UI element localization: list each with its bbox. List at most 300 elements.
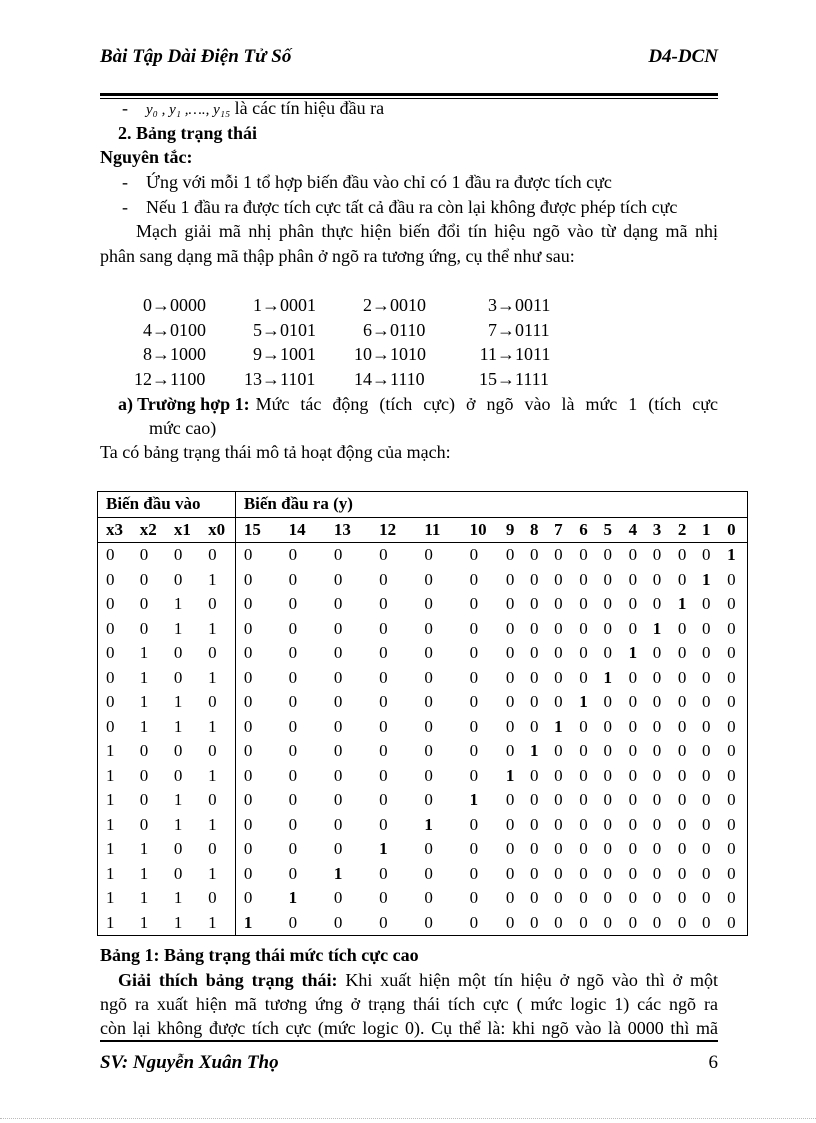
principle-text: Ứng với mỗi 1 tổ hợp biến đầu vào chỉ có 1 đầu ra được tích cực <box>146 172 612 192</box>
output-cell: 0 <box>628 814 638 834</box>
table-intro: Ta có bảng trạng thái mô tả hoạt động của mạch: <box>100 442 451 462</box>
mapping-entry <box>465 293 595 318</box>
output-cell: 0 <box>469 814 479 834</box>
input-cell: 0 <box>173 765 183 785</box>
page-number: 6 <box>708 1052 718 1073</box>
mapping-entry <box>465 367 595 392</box>
input-cell: 0 <box>106 692 115 712</box>
binary-code: →1011 <box>497 344 551 364</box>
output-cell: 0 <box>579 839 588 859</box>
output-cell: 1 <box>579 692 588 712</box>
output-cell: 1 <box>702 569 711 589</box>
input-column-header: x2 <box>132 517 166 543</box>
output-cell: 0 <box>727 692 736 712</box>
output-cell: 0 <box>505 790 515 810</box>
output-cell: 1 <box>333 863 343 883</box>
output-cell: 0 <box>424 716 433 736</box>
bullet-outputs <box>122 96 384 122</box>
output-cell: 0 <box>505 888 515 908</box>
output-cell: 0 <box>505 912 515 932</box>
decimal-value: 15 <box>479 368 497 389</box>
decimal-value: 1 <box>253 295 262 315</box>
input-cell: 1 <box>208 863 217 883</box>
output-cell: 0 <box>702 912 711 932</box>
output-cell: 0 <box>424 765 433 785</box>
output-cell: 0 <box>628 667 638 687</box>
output-cell: 0 <box>379 716 388 736</box>
input-cell: 1 <box>106 814 115 834</box>
output-cell: 0 <box>603 692 612 712</box>
table-row <box>98 666 748 691</box>
output-cell: 0 <box>603 741 612 761</box>
output-cell: 0 <box>530 545 539 565</box>
output-cell: 0 <box>727 716 736 736</box>
decimal-value: 0 <box>143 295 152 315</box>
input-cell: 1 <box>173 618 183 638</box>
output-cell: 0 <box>424 912 433 932</box>
output-cell: 0 <box>530 888 539 908</box>
output-cell: 0 <box>424 594 433 614</box>
output-cell: 0 <box>677 618 687 638</box>
output-cell: 0 <box>628 888 638 908</box>
author: SV: Nguyễn Xuân Thọ <box>100 1052 279 1073</box>
output-cell: 0 <box>702 643 711 663</box>
input-cell: 0 <box>173 643 183 663</box>
output-cell: 0 <box>652 545 662 565</box>
section-title: 2. Bảng trạng thái <box>118 123 258 143</box>
output-cell: 0 <box>530 618 539 638</box>
output-cell: 1 <box>235 911 280 936</box>
mapping-entry <box>340 367 465 392</box>
output-cell: 0 <box>379 643 388 663</box>
output-cell: 0 <box>652 888 662 908</box>
decimal-value: 12 <box>134 368 152 389</box>
binary-code: →1100 <box>152 368 206 389</box>
output-cell: 0 <box>702 692 711 712</box>
input-cell: 0 <box>208 545 217 565</box>
output-cell: 0 <box>677 643 687 663</box>
output-cell: 0 <box>702 863 711 883</box>
input-cell: 0 <box>139 545 149 565</box>
principle-item: - Ứng với mỗi 1 tổ hợp biến đầu vào chỉ có 1 đầu ra được tích cực <box>122 172 612 192</box>
output-cell: 0 <box>379 545 388 565</box>
input-cell: 0 <box>106 594 115 614</box>
output-cell: 0 <box>288 569 298 589</box>
output-cell: 0 <box>579 888 588 908</box>
bullet-text: là các tín hiệu đầu ra <box>234 98 385 118</box>
binary-code: →0011 <box>497 295 551 315</box>
output-cell: 0 <box>579 741 588 761</box>
output-column-header: 2 <box>674 517 698 543</box>
output-cell: 0 <box>652 765 662 785</box>
input-cell: 0 <box>173 569 183 589</box>
decimal-value: 11 <box>479 344 497 364</box>
output-cell: 0 <box>603 912 612 932</box>
output-cell: 0 <box>288 594 298 614</box>
principle-item: - Nếu 1 đầu ra được tích cực tất cả đầu ra còn lại không được phép tích cực <box>122 197 678 217</box>
output-cell: 0 <box>288 839 298 859</box>
output-cell: 0 <box>603 839 612 859</box>
output-cell: 0 <box>554 814 563 834</box>
output-cell: 0 <box>702 790 711 810</box>
output-cell: 0 <box>652 839 662 859</box>
explanation-text: Khi xuất hiện một tín hiệu ở ngõ vào thì ở một <box>345 970 718 990</box>
output-column-header: 15 <box>235 517 280 543</box>
principle-text: Nếu 1 đầu ra được tích cực tất cả đầu ra còn lại không được phép tích cực <box>146 197 678 217</box>
input-cell: 1 <box>106 888 115 908</box>
output-cell: 0 <box>288 765 298 785</box>
input-column-header: x3 <box>98 517 132 543</box>
decimal-value: 7 <box>488 319 497 340</box>
binary-code: →0101 <box>262 319 316 340</box>
input-cell: 1 <box>106 912 115 932</box>
output-cell: 0 <box>603 594 612 614</box>
output-cell: 0 <box>530 569 539 589</box>
output-cell: 0 <box>469 912 479 932</box>
input-cell: 0 <box>139 618 149 638</box>
output-column-header: 1 <box>698 517 723 543</box>
mapping-entry <box>340 342 465 367</box>
output-cell: 0 <box>288 741 298 761</box>
output-cell: 0 <box>530 912 539 932</box>
input-cell: 0 <box>208 888 217 908</box>
output-cell: 0 <box>677 839 687 859</box>
input-cell: 0 <box>139 741 149 761</box>
input-cell: 0 <box>106 569 115 589</box>
output-cell: 0 <box>628 912 638 932</box>
output-cell: 0 <box>333 716 343 736</box>
table-row <box>98 690 748 715</box>
output-cell: 0 <box>628 863 638 883</box>
output-cell: 0 <box>235 543 280 568</box>
output-cell: 0 <box>288 716 298 736</box>
binary-code: →0000 <box>152 295 206 315</box>
output-cell: 0 <box>579 790 588 810</box>
output-cell: 0 <box>469 888 479 908</box>
binary-code: →1000 <box>152 344 206 364</box>
input-cell: 1 <box>106 765 115 785</box>
output-cell: 0 <box>505 692 515 712</box>
output-cell: 0 <box>235 568 280 593</box>
table-row <box>98 813 748 838</box>
output-cell: 0 <box>554 839 563 859</box>
input-cell: 0 <box>208 839 217 859</box>
input-cell: 1 <box>106 839 115 859</box>
output-cell: 0 <box>727 790 736 810</box>
binary-code: →1001 <box>262 344 316 364</box>
output-cell: 0 <box>652 741 662 761</box>
output-cell: 0 <box>579 643 588 663</box>
output-cell: 0 <box>530 716 539 736</box>
output-column-header: 4 <box>625 517 649 543</box>
output-cell: 0 <box>727 667 736 687</box>
input-cell: 1 <box>208 765 217 785</box>
output-cell: 0 <box>379 594 388 614</box>
case-text: Mức tác động (tích cực) ở ngõ vào là mức 1 (tích cực <box>255 394 718 414</box>
input-cell: 0 <box>139 765 149 785</box>
output-cell: 0 <box>505 545 515 565</box>
output-cell: 0 <box>288 814 298 834</box>
table-row <box>98 788 748 813</box>
binary-code: →0111 <box>497 319 550 340</box>
output-cell: 0 <box>333 814 343 834</box>
output-cell: 0 <box>652 569 662 589</box>
explanation-label: Giải thích bảng trạng thái: <box>118 970 338 990</box>
input-cell: 1 <box>173 888 183 908</box>
output-cell: 0 <box>628 741 638 761</box>
output-cell: 0 <box>727 888 736 908</box>
output-cell: 0 <box>702 765 711 785</box>
output-column-header: 11 <box>416 517 461 543</box>
input-cell: 1 <box>139 863 149 883</box>
output-cell: 0 <box>652 692 662 712</box>
output-cell: 0 <box>424 618 433 638</box>
output-vars: y₀ , y₁ ,…., y₁₅ <box>146 102 231 118</box>
decimal-value: 8 <box>143 344 152 364</box>
decimal-value: 4 <box>143 319 152 340</box>
table-row <box>98 911 748 936</box>
decimal-value: 9 <box>253 344 262 364</box>
output-cell: 0 <box>235 739 280 764</box>
table-row <box>98 715 748 740</box>
mapping-entry <box>340 318 465 343</box>
output-cell: 0 <box>379 790 388 810</box>
output-cell: 0 <box>554 765 563 785</box>
output-cell: 0 <box>288 692 298 712</box>
output-cell: 0 <box>652 863 662 883</box>
output-cell: 0 <box>288 863 298 883</box>
output-cell: 0 <box>235 690 280 715</box>
output-cell: 0 <box>603 814 612 834</box>
input-column-header: x1 <box>166 517 200 543</box>
output-cell: 0 <box>505 643 515 663</box>
input-cell: 1 <box>139 692 149 712</box>
explanation-line: ngõ ra xuất hiện mã tương ứng ở trạng thái tích cực ( mức logic 1) các ngõ ra <box>100 994 718 1014</box>
output-cell: 0 <box>530 667 539 687</box>
output-cell: 0 <box>727 839 736 859</box>
input-cell: 1 <box>106 741 115 761</box>
output-column-header: 9 <box>502 517 526 543</box>
output-cell: 0 <box>505 716 515 736</box>
table-row <box>98 862 748 887</box>
output-cell: 0 <box>379 618 388 638</box>
output-cell: 0 <box>702 839 711 859</box>
output-cell: 0 <box>424 888 433 908</box>
output-cell: 0 <box>424 569 433 589</box>
output-cell: 0 <box>579 814 588 834</box>
output-cell: 0 <box>424 643 433 663</box>
output-cell: 0 <box>652 716 662 736</box>
decimal-value: 3 <box>488 295 497 315</box>
output-cell: 0 <box>727 912 736 932</box>
output-cell: 0 <box>333 692 343 712</box>
page-header <box>100 46 718 68</box>
output-cell: 0 <box>530 790 539 810</box>
explanation-line: còn lại không được tích cực (mức logic 0). Cụ thể là: khi ngõ vào là 0000 thì mã <box>100 1018 718 1038</box>
mapping-entry <box>230 293 340 318</box>
output-column-header: 7 <box>550 517 575 543</box>
mapping-entry <box>465 318 595 343</box>
output-cell: 0 <box>727 643 736 663</box>
truth-table <box>97 491 748 936</box>
output-cell: 0 <box>677 741 687 761</box>
table-row <box>98 764 748 789</box>
output-cell: 0 <box>603 716 612 736</box>
output-cell: 0 <box>333 618 343 638</box>
input-cell: 0 <box>139 569 149 589</box>
output-cell: 0 <box>235 837 280 862</box>
input-column-header: x0 <box>200 517 235 543</box>
table-row <box>98 739 748 764</box>
output-cell: 0 <box>379 692 388 712</box>
output-cell: 0 <box>235 666 280 691</box>
output-cell: 0 <box>677 888 687 908</box>
output-cell: 0 <box>677 667 687 687</box>
binary-code: →0010 <box>372 295 426 315</box>
output-cell: 0 <box>727 741 736 761</box>
mapping-entry <box>120 318 230 343</box>
output-cell: 0 <box>579 545 588 565</box>
input-cell: 1 <box>173 912 183 932</box>
output-cell: 1 <box>727 545 736 565</box>
mapping-entry <box>230 342 340 367</box>
output-cell: 0 <box>554 594 563 614</box>
output-cell: 0 <box>469 839 479 859</box>
output-cell: 0 <box>677 716 687 736</box>
output-cell: 0 <box>677 863 687 883</box>
output-cell: 0 <box>379 765 388 785</box>
output-cell: 0 <box>579 594 588 614</box>
mapping-entry <box>230 318 340 343</box>
inputs-group-header: Biến đầu vào <box>98 492 236 518</box>
output-cell: 0 <box>628 716 638 736</box>
output-cell: 0 <box>288 618 298 638</box>
output-cell: 0 <box>727 814 736 834</box>
output-cell: 0 <box>469 545 479 565</box>
input-cell: 1 <box>139 839 149 859</box>
input-cell: 1 <box>173 814 183 834</box>
output-cell: 0 <box>235 886 280 911</box>
output-cell: 0 <box>554 741 563 761</box>
binary-mapping-grid <box>120 293 595 391</box>
decimal-value: 10 <box>354 344 372 364</box>
input-cell: 0 <box>106 716 115 736</box>
input-cell: 1 <box>208 814 217 834</box>
output-cell: 0 <box>235 617 280 642</box>
output-cell: 0 <box>603 618 612 638</box>
output-cell: 0 <box>469 643 479 663</box>
decimal-value: 2 <box>363 295 372 315</box>
output-cell: 0 <box>379 863 388 883</box>
output-cell: 0 <box>235 764 280 789</box>
output-cell: 0 <box>469 569 479 589</box>
output-cell: 0 <box>333 545 343 565</box>
input-cell: 1 <box>208 569 217 589</box>
table-row <box>98 641 748 666</box>
output-cell: 0 <box>554 692 563 712</box>
output-cell: 1 <box>505 765 515 785</box>
output-cell: 0 <box>469 741 479 761</box>
output-cell: 0 <box>379 569 388 589</box>
output-cell: 0 <box>702 667 711 687</box>
input-cell: 1 <box>139 912 149 932</box>
output-cell: 0 <box>379 888 388 908</box>
binary-code: →0001 <box>262 295 316 315</box>
input-cell: 0 <box>173 545 183 565</box>
table-row <box>98 592 748 617</box>
table-row <box>98 543 748 568</box>
input-cell: 0 <box>173 667 183 687</box>
output-column-header: 14 <box>281 517 326 543</box>
output-cell: 0 <box>702 545 711 565</box>
output-cell: 0 <box>379 814 388 834</box>
output-cell: 0 <box>333 741 343 761</box>
input-cell: 1 <box>106 863 115 883</box>
table-group-header <box>98 492 748 518</box>
table-caption: Bảng 1: Bảng trạng thái mức tích cực cao <box>100 945 419 965</box>
output-cell: 0 <box>530 839 539 859</box>
output-cell: 0 <box>530 765 539 785</box>
input-cell: 1 <box>208 716 217 736</box>
case-text-cont: mức cao) <box>149 418 217 438</box>
binary-code: →1110 <box>372 368 425 389</box>
output-cell: 0 <box>603 888 612 908</box>
output-cell: 0 <box>554 618 563 638</box>
output-cell: 0 <box>424 839 433 859</box>
output-column-header: 13 <box>326 517 371 543</box>
input-cell: 0 <box>106 667 115 687</box>
output-cell: 0 <box>727 765 736 785</box>
output-cell: 0 <box>702 741 711 761</box>
input-cell: 1 <box>139 667 149 687</box>
output-cell: 0 <box>333 912 343 932</box>
output-cell: 0 <box>333 888 343 908</box>
table-row <box>98 837 748 862</box>
output-column-header: 12 <box>371 517 416 543</box>
output-cell: 0 <box>727 618 736 638</box>
input-cell: 0 <box>139 790 149 810</box>
decimal-value: 14 <box>354 368 372 389</box>
output-cell: 0 <box>554 912 563 932</box>
input-cell: 1 <box>208 618 217 638</box>
mapping-entry <box>465 342 595 367</box>
output-cell: 0 <box>554 569 563 589</box>
output-cell: 0 <box>424 741 433 761</box>
output-cell: 0 <box>603 765 612 785</box>
paragraph-line: Mạch giải mã nhị phân thực hiện biến đổi tín hiệu ngõ vào từ dạng mã nhị <box>136 221 718 241</box>
output-cell: 0 <box>628 692 638 712</box>
output-cell: 0 <box>652 643 662 663</box>
output-cell: 0 <box>505 667 515 687</box>
footer-rule <box>100 1040 718 1042</box>
output-cell: 0 <box>603 643 612 663</box>
output-cell: 0 <box>677 814 687 834</box>
output-cell: 0 <box>727 594 736 614</box>
output-cell: 0 <box>554 545 563 565</box>
output-cell: 0 <box>702 814 711 834</box>
output-cell: 0 <box>505 814 515 834</box>
output-column-header: 10 <box>462 517 502 543</box>
output-cell: 0 <box>379 741 388 761</box>
output-cell: 0 <box>333 594 343 614</box>
binary-code: →1010 <box>372 344 426 364</box>
output-cell: 0 <box>333 839 343 859</box>
output-cell: 0 <box>288 545 298 565</box>
output-cell: 1 <box>379 839 388 859</box>
output-cell: 0 <box>628 569 638 589</box>
output-cell: 0 <box>379 667 388 687</box>
output-cell: 0 <box>677 790 687 810</box>
